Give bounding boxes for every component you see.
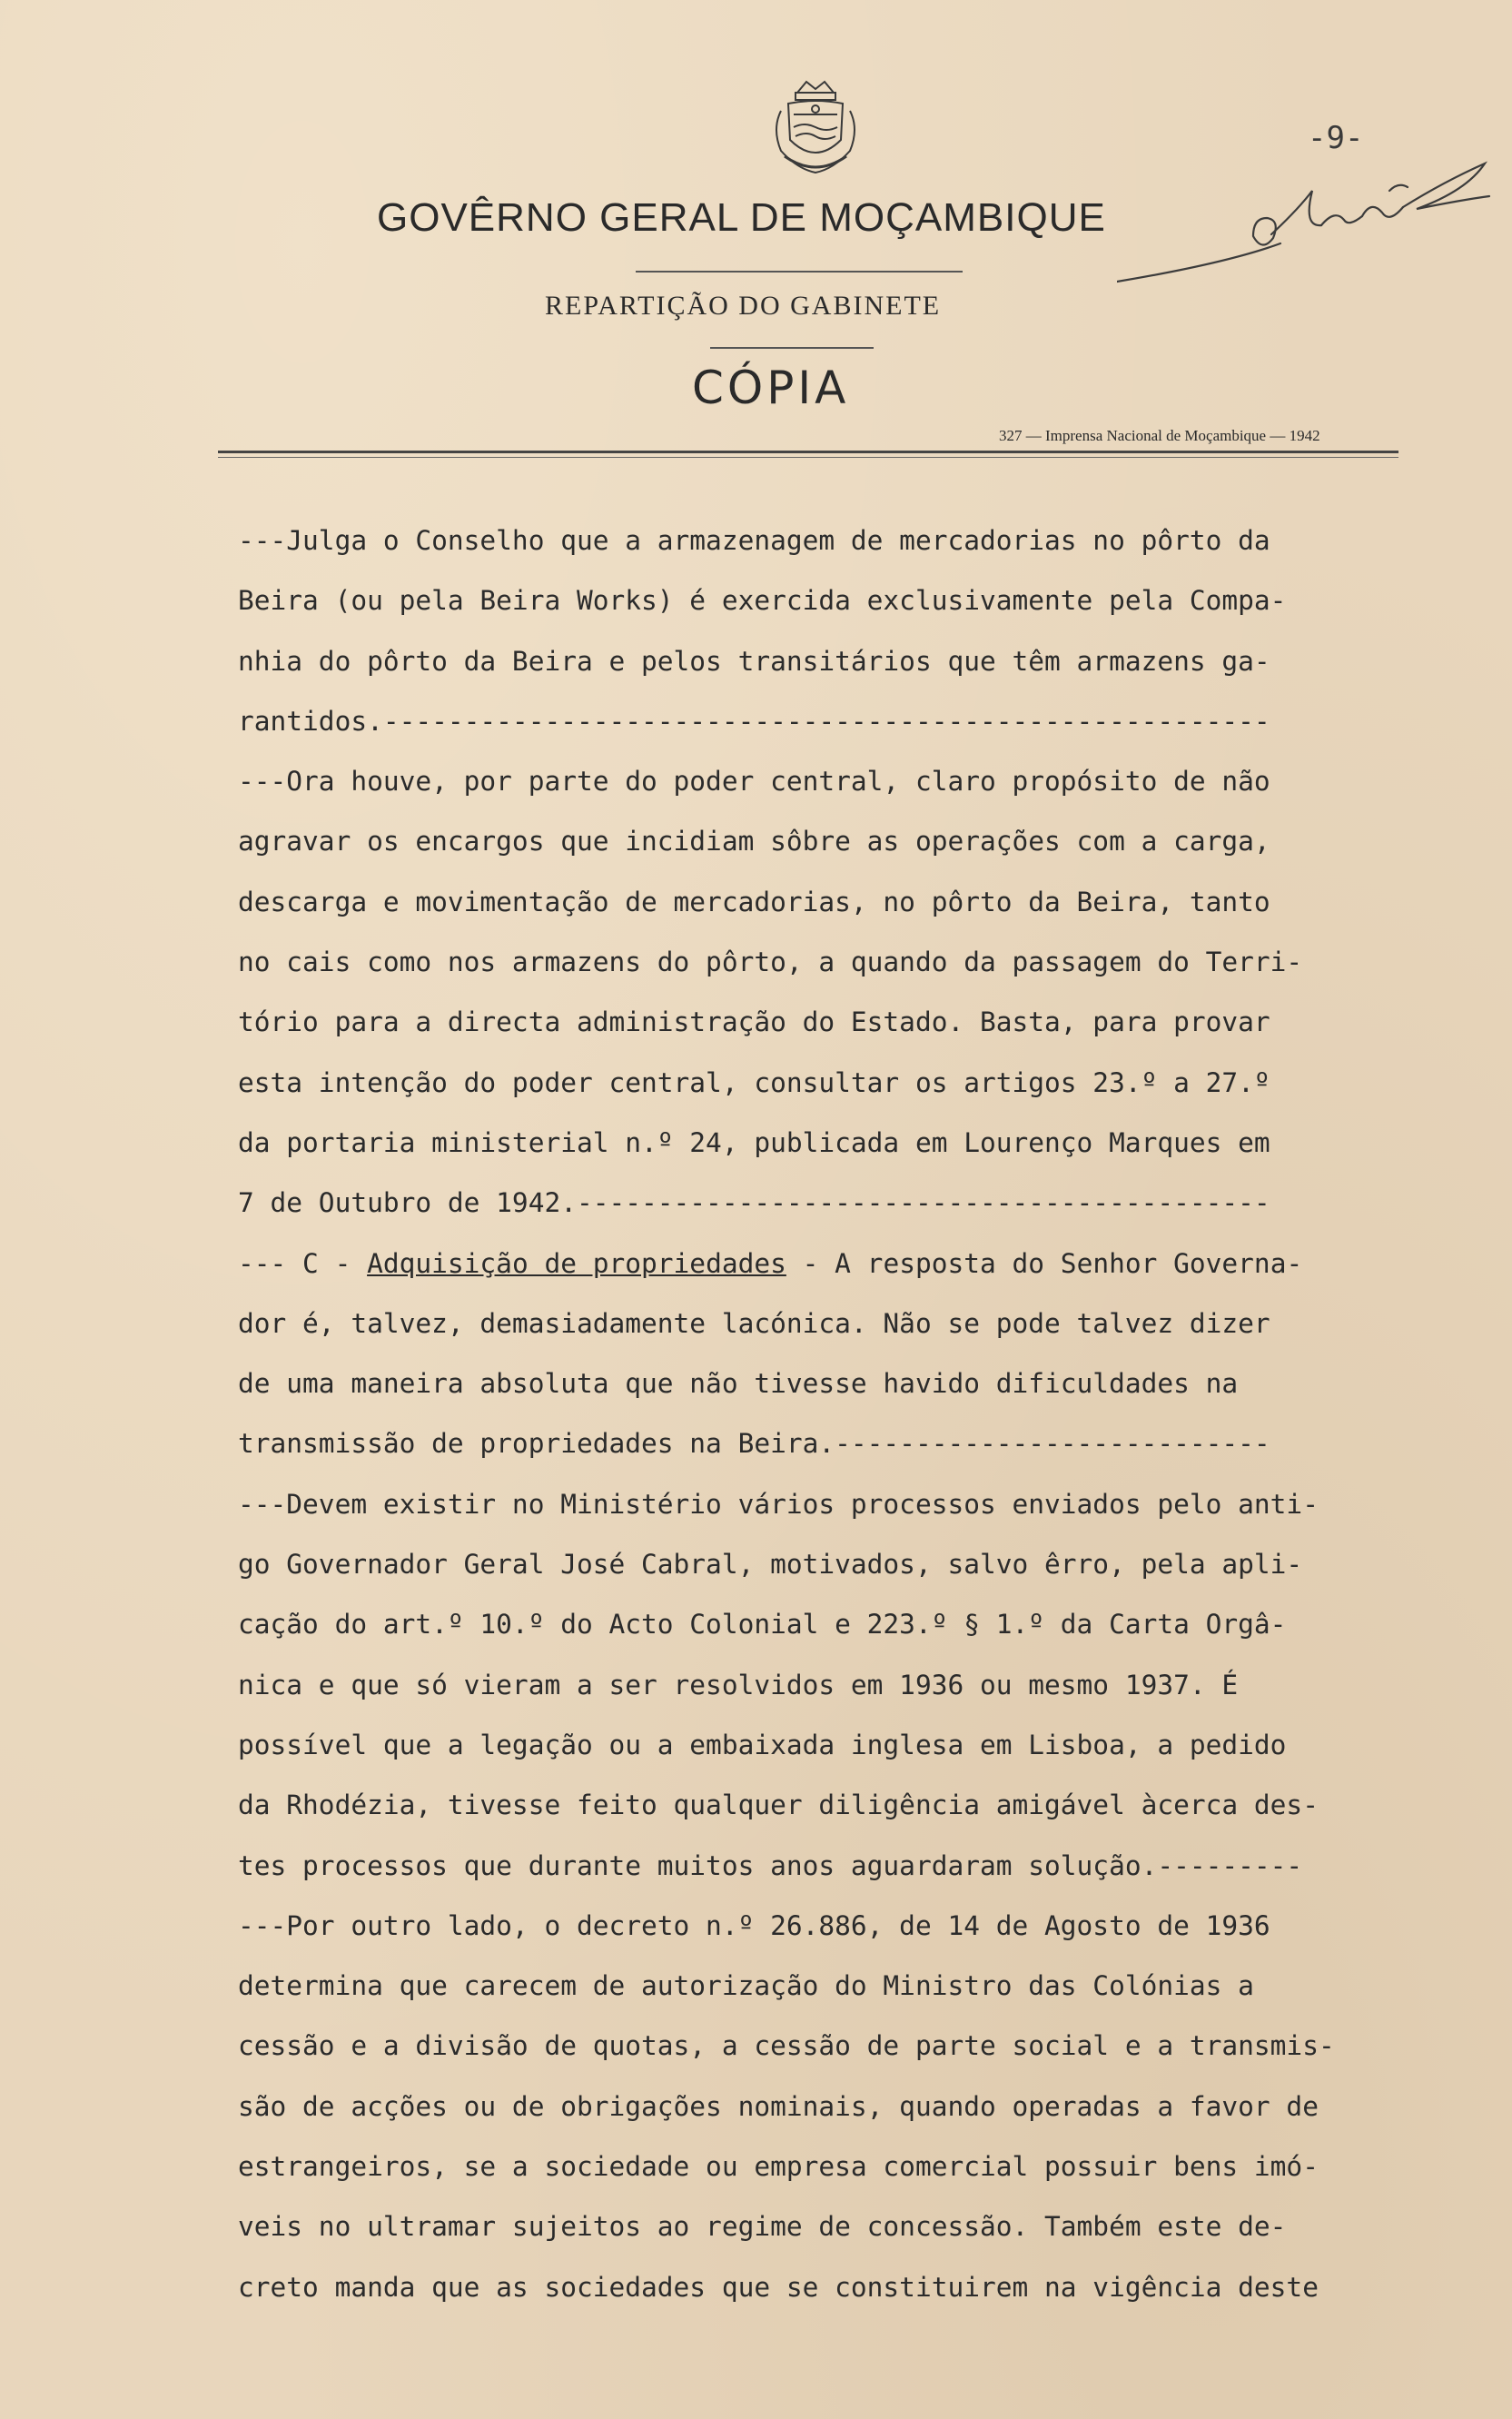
text-line: cessão e a divisão de quotas, a cessão de parte social e a transmis-	[238, 2030, 1335, 2062]
text-line: da portaria ministerial n.º 24, publicada em Lourenço Marques em	[238, 1126, 1270, 1158]
text-line: determina que carecem de autorização do Ministro das Colónias a	[238, 1970, 1254, 2002]
text-line: da Rhodézia, tivesse feito qualquer diligência amigável àcerca des-	[238, 1789, 1319, 1821]
divider	[710, 347, 874, 349]
text-line: go Governador Geral José Cabral, motivados, salvo êrro, pela apli-	[238, 1549, 1303, 1581]
text-line: creto manda que as sociedades que se constituirem na vigência deste	[238, 2271, 1319, 2303]
text-line: são de acções ou de obrigações nominais, quando operadas a favor de	[238, 2090, 1319, 2122]
document-body	[238, 511, 1455, 2317]
text-line: 7 de Outubro de 1942.-------------------------------------------	[238, 1187, 1270, 1219]
text-line: agravar os encargos que incidiam sôbre as operações com a carga,	[238, 826, 1270, 858]
text-line: estrangeiros, se a sociedade ou empresa comercial possuir bens imó-	[238, 2151, 1319, 2183]
text-line: rantidos.-------------------------------------------------------	[238, 705, 1270, 737]
header-rule	[218, 457, 1398, 458]
printer-imprint: 327 — Imprensa Nacional de Moçambique — 1942	[999, 427, 1320, 444]
section-c-prefix: --- C -	[238, 1247, 368, 1279]
coat-of-arms-icon	[761, 74, 870, 183]
text-line: ---Devem existir no Ministério vários processos enviados pelo anti-	[238, 1488, 1319, 1520]
text-line: dor é, talvez, demasiadamente lacónica. Não se pode talvez dizer	[238, 1307, 1270, 1339]
section-c-suffix: - A resposta do Senhor Governa-	[786, 1247, 1303, 1279]
handwritten-signature	[1117, 136, 1498, 318]
text-line: tório para a directa administração do Estado. Basta, para provar	[238, 1006, 1270, 1038]
government-title: GOVÊRNO GERAL DE MOÇAMBIQUE	[377, 195, 1106, 240]
text-line: ---Julga o Conselho que a armazenagem de mercadorias no pôrto da	[238, 525, 1270, 556]
text-line: Beira (ou pela Beira Works) é exercida exclusivamente pela Compa-	[238, 585, 1287, 617]
page-number: -9-	[1308, 120, 1364, 156]
text-line: no cais como nos armazens do pôrto, a quando da passagem do Terri-	[238, 947, 1303, 978]
text-line: ---Por outro lado, o decreto n.º 26.886, de 14 de Agosto de 1936	[238, 1909, 1270, 1941]
section-c-title: Adquisição de propriedades	[367, 1247, 786, 1279]
text-line: ---Ora houve, por parte do poder central, claro propósito de não	[238, 766, 1270, 798]
text-line: descarga e movimentação de mercadorias, no pôrto da Beira, tanto	[238, 886, 1270, 917]
header-rule	[218, 451, 1398, 453]
text-line: veis no ultramar sujeitos ao regime de concessão. Também este de-	[238, 2211, 1287, 2243]
text-line: transmissão de propriedades na Beira.---------------------------	[238, 1428, 1270, 1460]
text-line: cação do art.º 10.º do Acto Colonial e 223.º § 1.º da Carta Orgâ-	[238, 1609, 1287, 1641]
divider	[636, 271, 963, 273]
department-name: REPARTIÇÃO DO GABINETE	[545, 291, 942, 321]
text-line: nhia do pôrto da Beira e pelos transitários que têm armazens ga-	[238, 645, 1270, 677]
text-line: possível que a legação ou a embaixada inglesa em Lisboa, a pedido	[238, 1729, 1287, 1760]
document-type: CÓPIA	[692, 362, 850, 414]
text-line: nica e que só vieram a ser resolvidos em 1936 ou mesmo 1937. É	[238, 1669, 1239, 1700]
text-line: tes processos que durante muitos anos aguardaram solução.---------	[238, 1849, 1303, 1881]
text-line: esta intenção do poder central, consultar os artigos 23.º a 27.º	[238, 1066, 1270, 1098]
section-c-heading-line	[238, 1234, 1455, 1294]
text-line: de uma maneira absoluta que não tivesse havido dificuldades na	[238, 1368, 1239, 1400]
